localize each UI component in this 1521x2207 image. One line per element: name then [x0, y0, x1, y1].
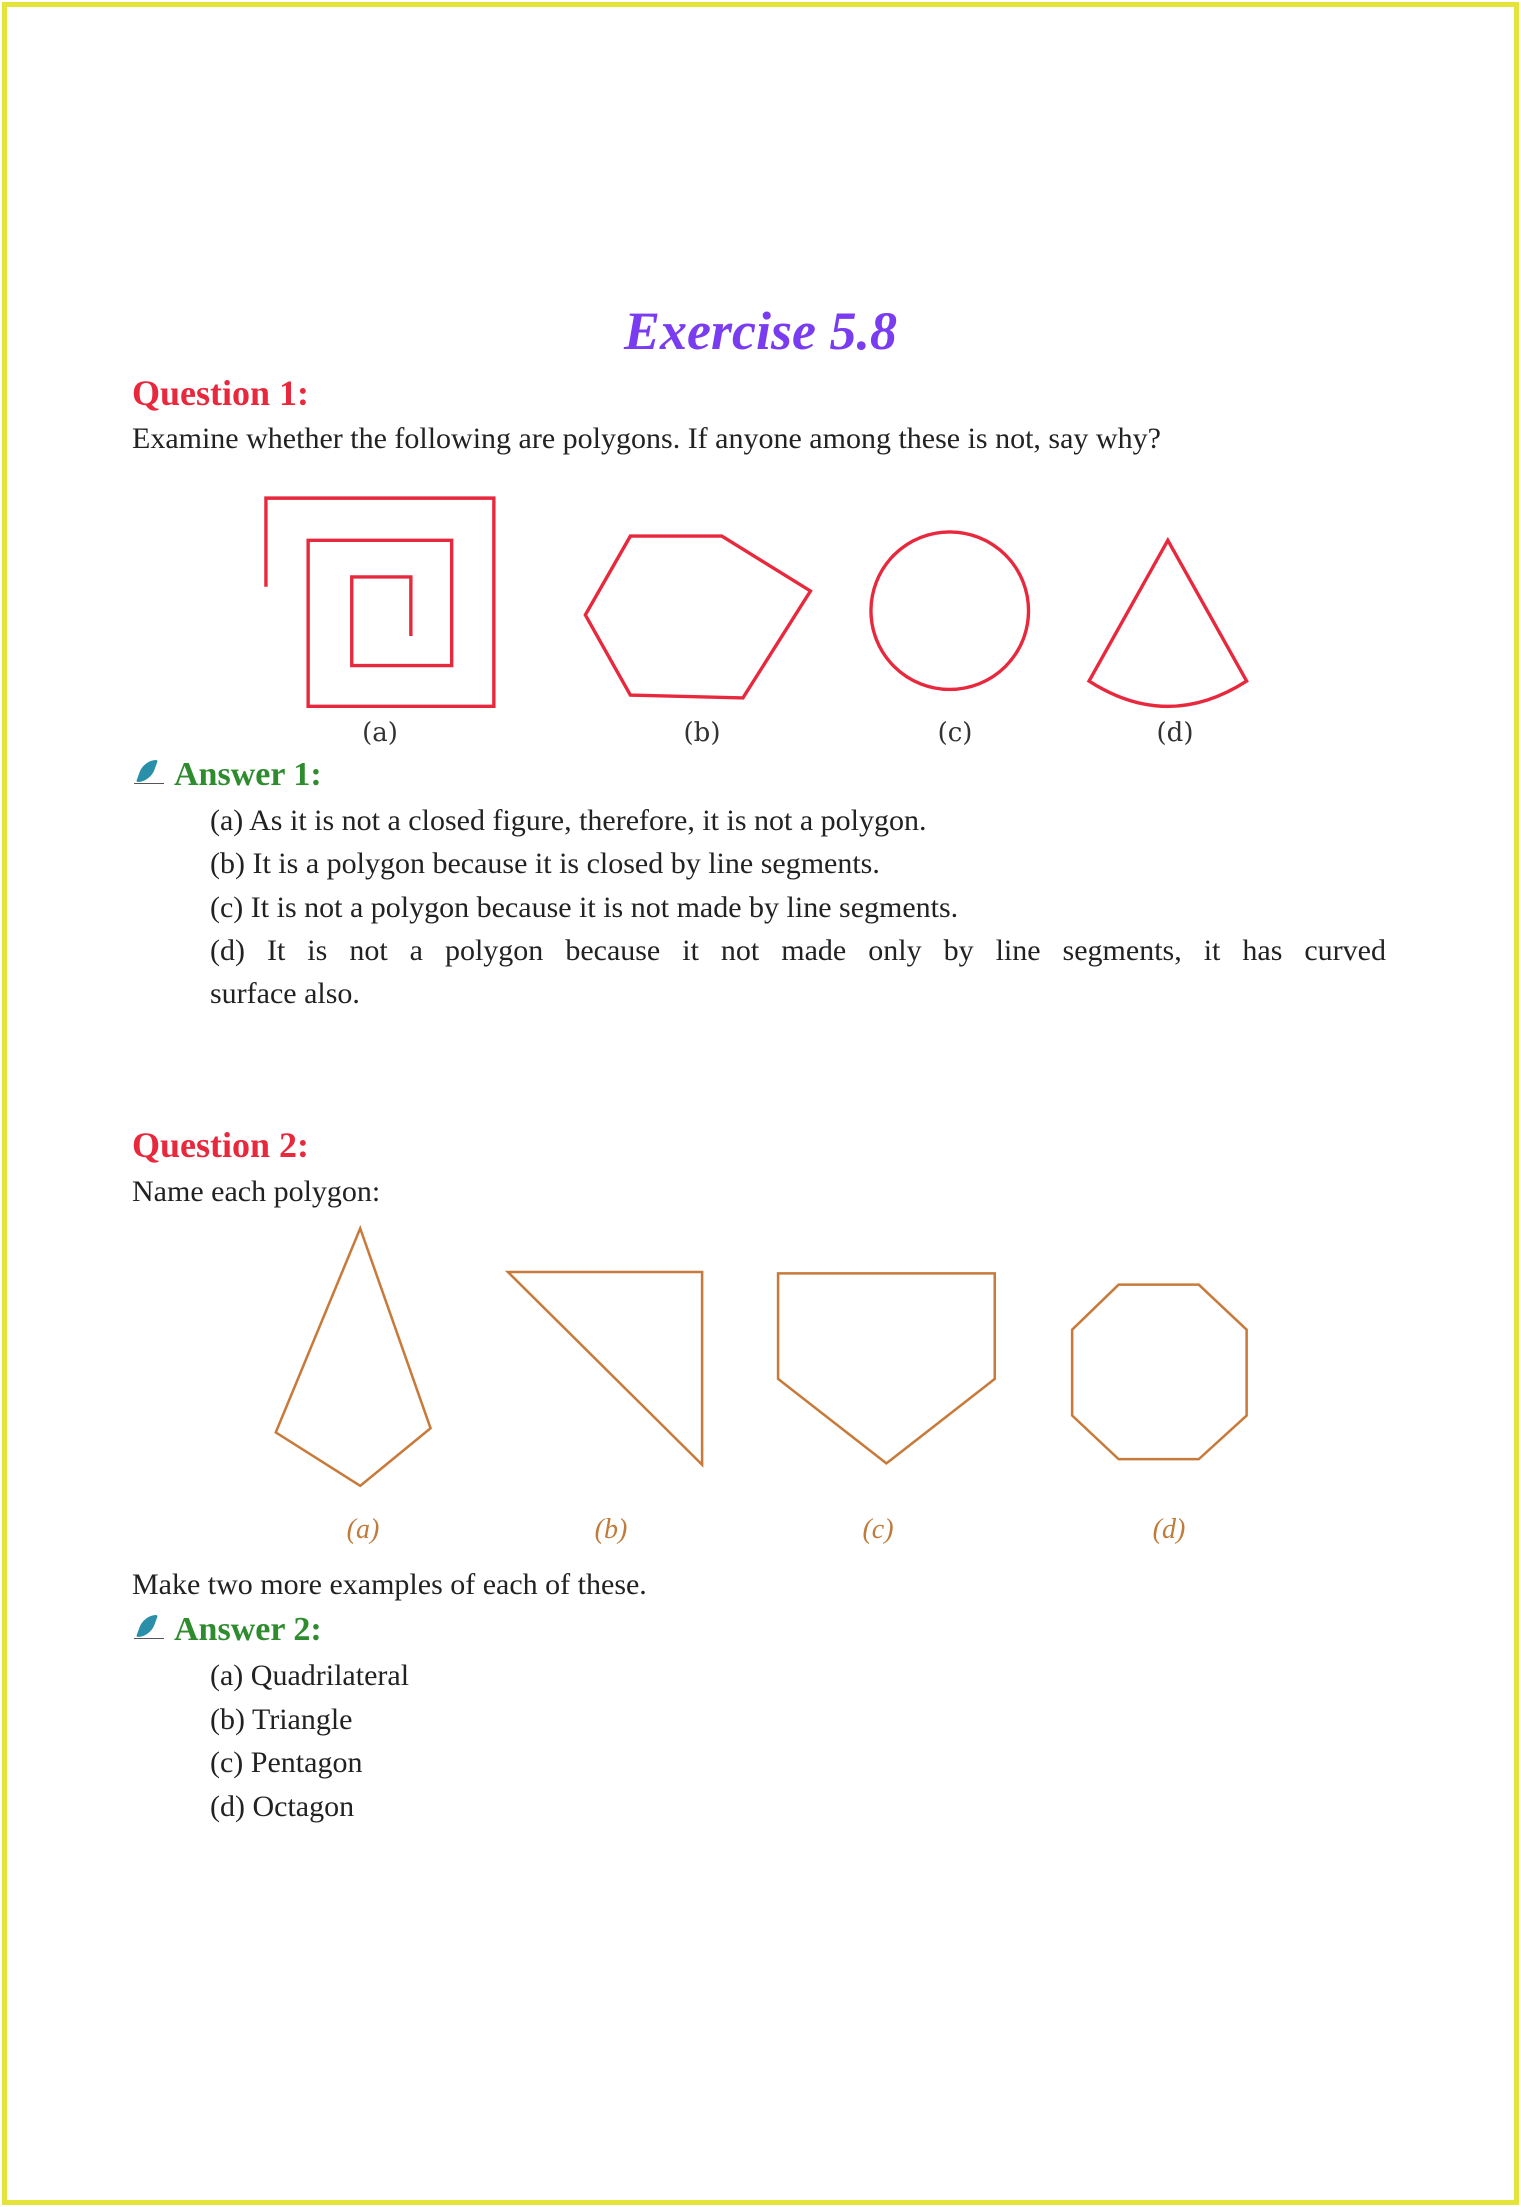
q2-label-a: (a): [346, 1514, 380, 1545]
answer-2-label: Answer 2:: [174, 1611, 322, 1648]
q1-label-b: (b): [683, 718, 721, 748]
answer-1-heading: [134, 756, 322, 794]
q1-figure-c-circle: [871, 532, 1029, 690]
answer-1-line: (d) It is not a polygon because it not made only by line segments, it has curved: [210, 934, 1386, 967]
q2-label-d: (d): [1152, 1514, 1186, 1545]
answer-1-line: (c) It is not a polygon because it is not made by line segments.: [210, 891, 959, 924]
question-2-text2: Make two more examples of each of these.: [132, 1568, 647, 1601]
q1-figure-b-hexagon: [585, 536, 810, 698]
answer-1-label: Answer 1:: [174, 756, 322, 793]
pen-logo-icon: [134, 1615, 164, 1645]
pen-logo-icon: [134, 760, 164, 790]
question-1-heading: Question 1:: [132, 373, 310, 413]
q2-figure-c-pentagon: [778, 1273, 995, 1463]
answer-1-line: (a) As it is not a closed figure, therefore, it is not a polygon.: [210, 804, 927, 837]
answer-2-line: (c) Pentagon: [210, 1746, 363, 1779]
question-2-heading: Question 2:: [132, 1125, 310, 1165]
q1-label-c: (c): [937, 718, 973, 748]
q2-figure-a-quadrilateral: [276, 1228, 431, 1485]
answer-2-heading: [134, 1611, 322, 1649]
q2-label-c: (c): [862, 1514, 894, 1545]
q1-figure-a-spiral: [266, 498, 494, 706]
answer-2-line: (d) Octagon: [210, 1790, 355, 1823]
q2-label-b: (b): [594, 1514, 628, 1545]
answer-1-line: surface also.: [210, 977, 360, 1010]
q2-figure-d-octagon: [1072, 1285, 1246, 1459]
question-1-text: Examine whether the following are polygons. If anyone among these is not, say why?: [132, 422, 1161, 455]
q1-figure-d-sector: [1089, 540, 1247, 706]
q2-figure-b-triangle: [508, 1272, 702, 1465]
q1-label-d: (d): [1156, 718, 1194, 748]
q1-label-a: (a): [362, 718, 398, 748]
answer-2-line: (a) Quadrilateral: [210, 1659, 410, 1692]
page-title: Exercise 5.8: [624, 301, 897, 361]
question-2-text: Name each polygon:: [132, 1175, 381, 1208]
answer-1-line: (b) It is a polygon because it is closed by line segments.: [210, 847, 880, 880]
answer-2-line: (b) Triangle: [210, 1703, 353, 1736]
